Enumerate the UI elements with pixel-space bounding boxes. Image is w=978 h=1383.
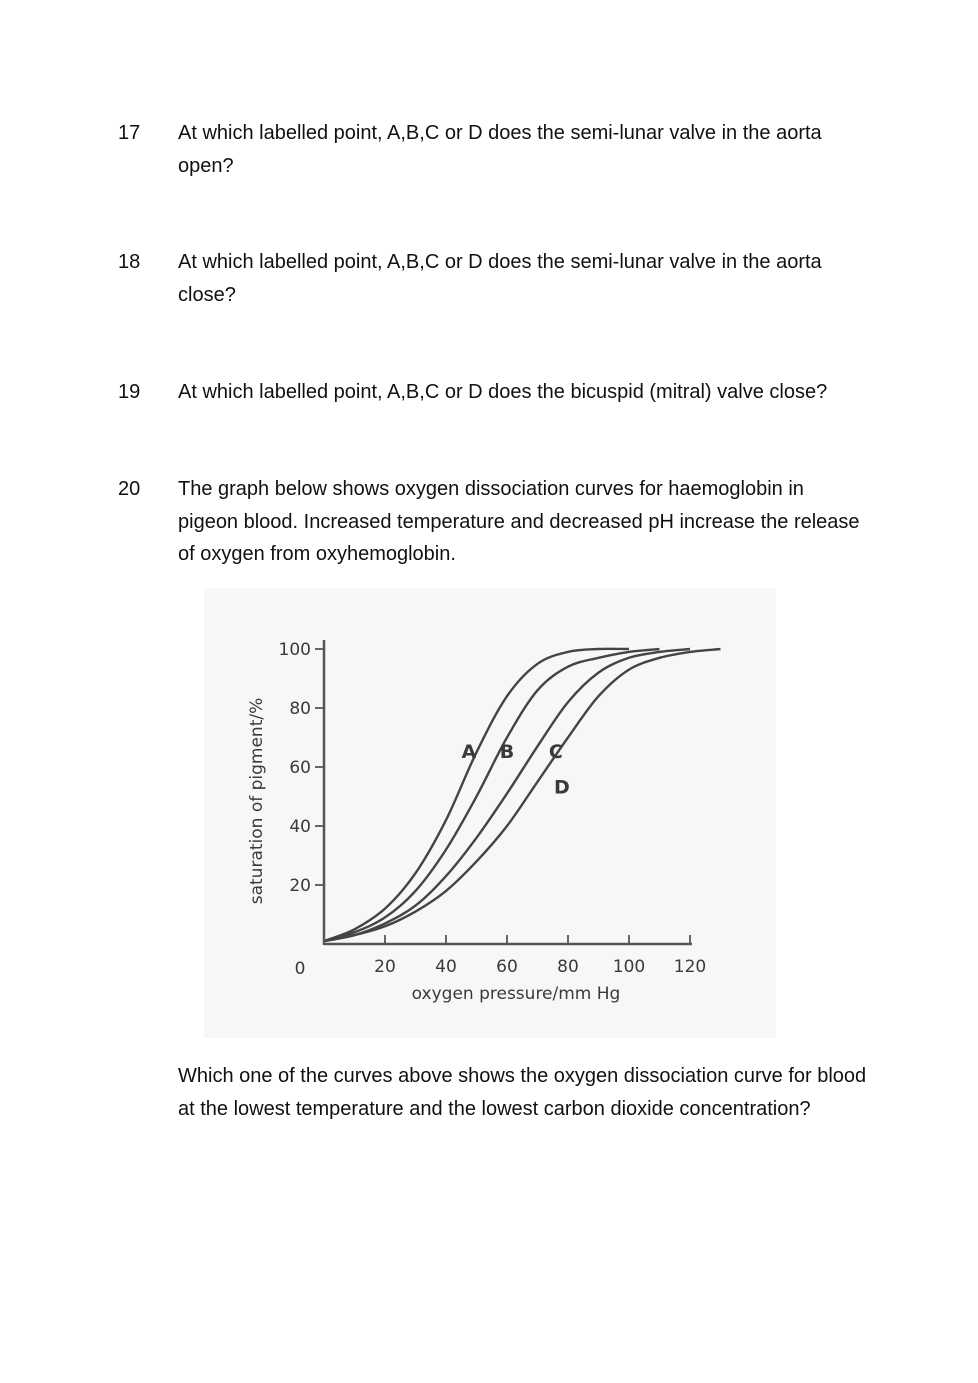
curve-label-a: A — [461, 741, 477, 764]
x-tick-label: 120 — [673, 957, 707, 977]
question-text: At which labelled point, A,B,C or D does the semi-lunar valve in the aorta close? — [178, 251, 822, 306]
curve-c — [324, 649, 690, 941]
y-tick-label: 20 — [289, 876, 311, 896]
y-ticks-group — [279, 640, 324, 896]
x-axis-title: oxygen pressure/mm Hg — [411, 984, 621, 1004]
x-tick-label: 60 — [496, 957, 518, 977]
y-tick-label: 40 — [289, 817, 311, 837]
x-tick-label: 100 — [612, 957, 646, 977]
y-tick-label: 100 — [278, 640, 311, 660]
question-text: The graph below shows oxygen dissociation curves for haemoglobin in pigeon blood. Increased temperature and decreased pH increase the release of oxygen from oxyhemoglobin. — [178, 478, 860, 565]
x-tick-label: 40 — [435, 957, 457, 977]
question-text: At which labelled point, A,B,C or D does the semi-lunar valve in the aorta open? — [178, 122, 822, 177]
y-tick-label: 80 — [289, 699, 311, 719]
curve-d — [324, 649, 721, 941]
y-tick-label: 60 — [289, 758, 311, 778]
origin-label: 0 — [294, 959, 306, 979]
x-ticks-group — [374, 935, 706, 977]
curve-b — [324, 649, 660, 941]
question-number: 17 — [118, 122, 141, 144]
oxygen-dissociation-graph — [204, 588, 776, 1038]
chart-svg — [204, 588, 776, 1038]
y-axis-title: saturation of pigment/% — [247, 697, 267, 905]
question-number: 19 — [118, 381, 141, 403]
question-number: 20 — [118, 478, 141, 500]
question-text: At which labelled point, A,B,C or D does the bicuspid (mitral) valve close? — [178, 381, 828, 403]
curve-label-c: C — [548, 741, 563, 764]
x-tick-label: 20 — [374, 957, 396, 977]
curve-label-b: B — [499, 741, 515, 764]
x-tick-label: 80 — [557, 957, 579, 977]
followup-text: Which one of the curves above shows the oxygen dissociation curve for blood at the lowest temperature and the lowest carbon dioxide concentration? — [178, 1065, 867, 1120]
curve-label-d: D — [554, 776, 570, 799]
question-number: 18 — [118, 251, 141, 273]
curves-group — [324, 649, 721, 941]
